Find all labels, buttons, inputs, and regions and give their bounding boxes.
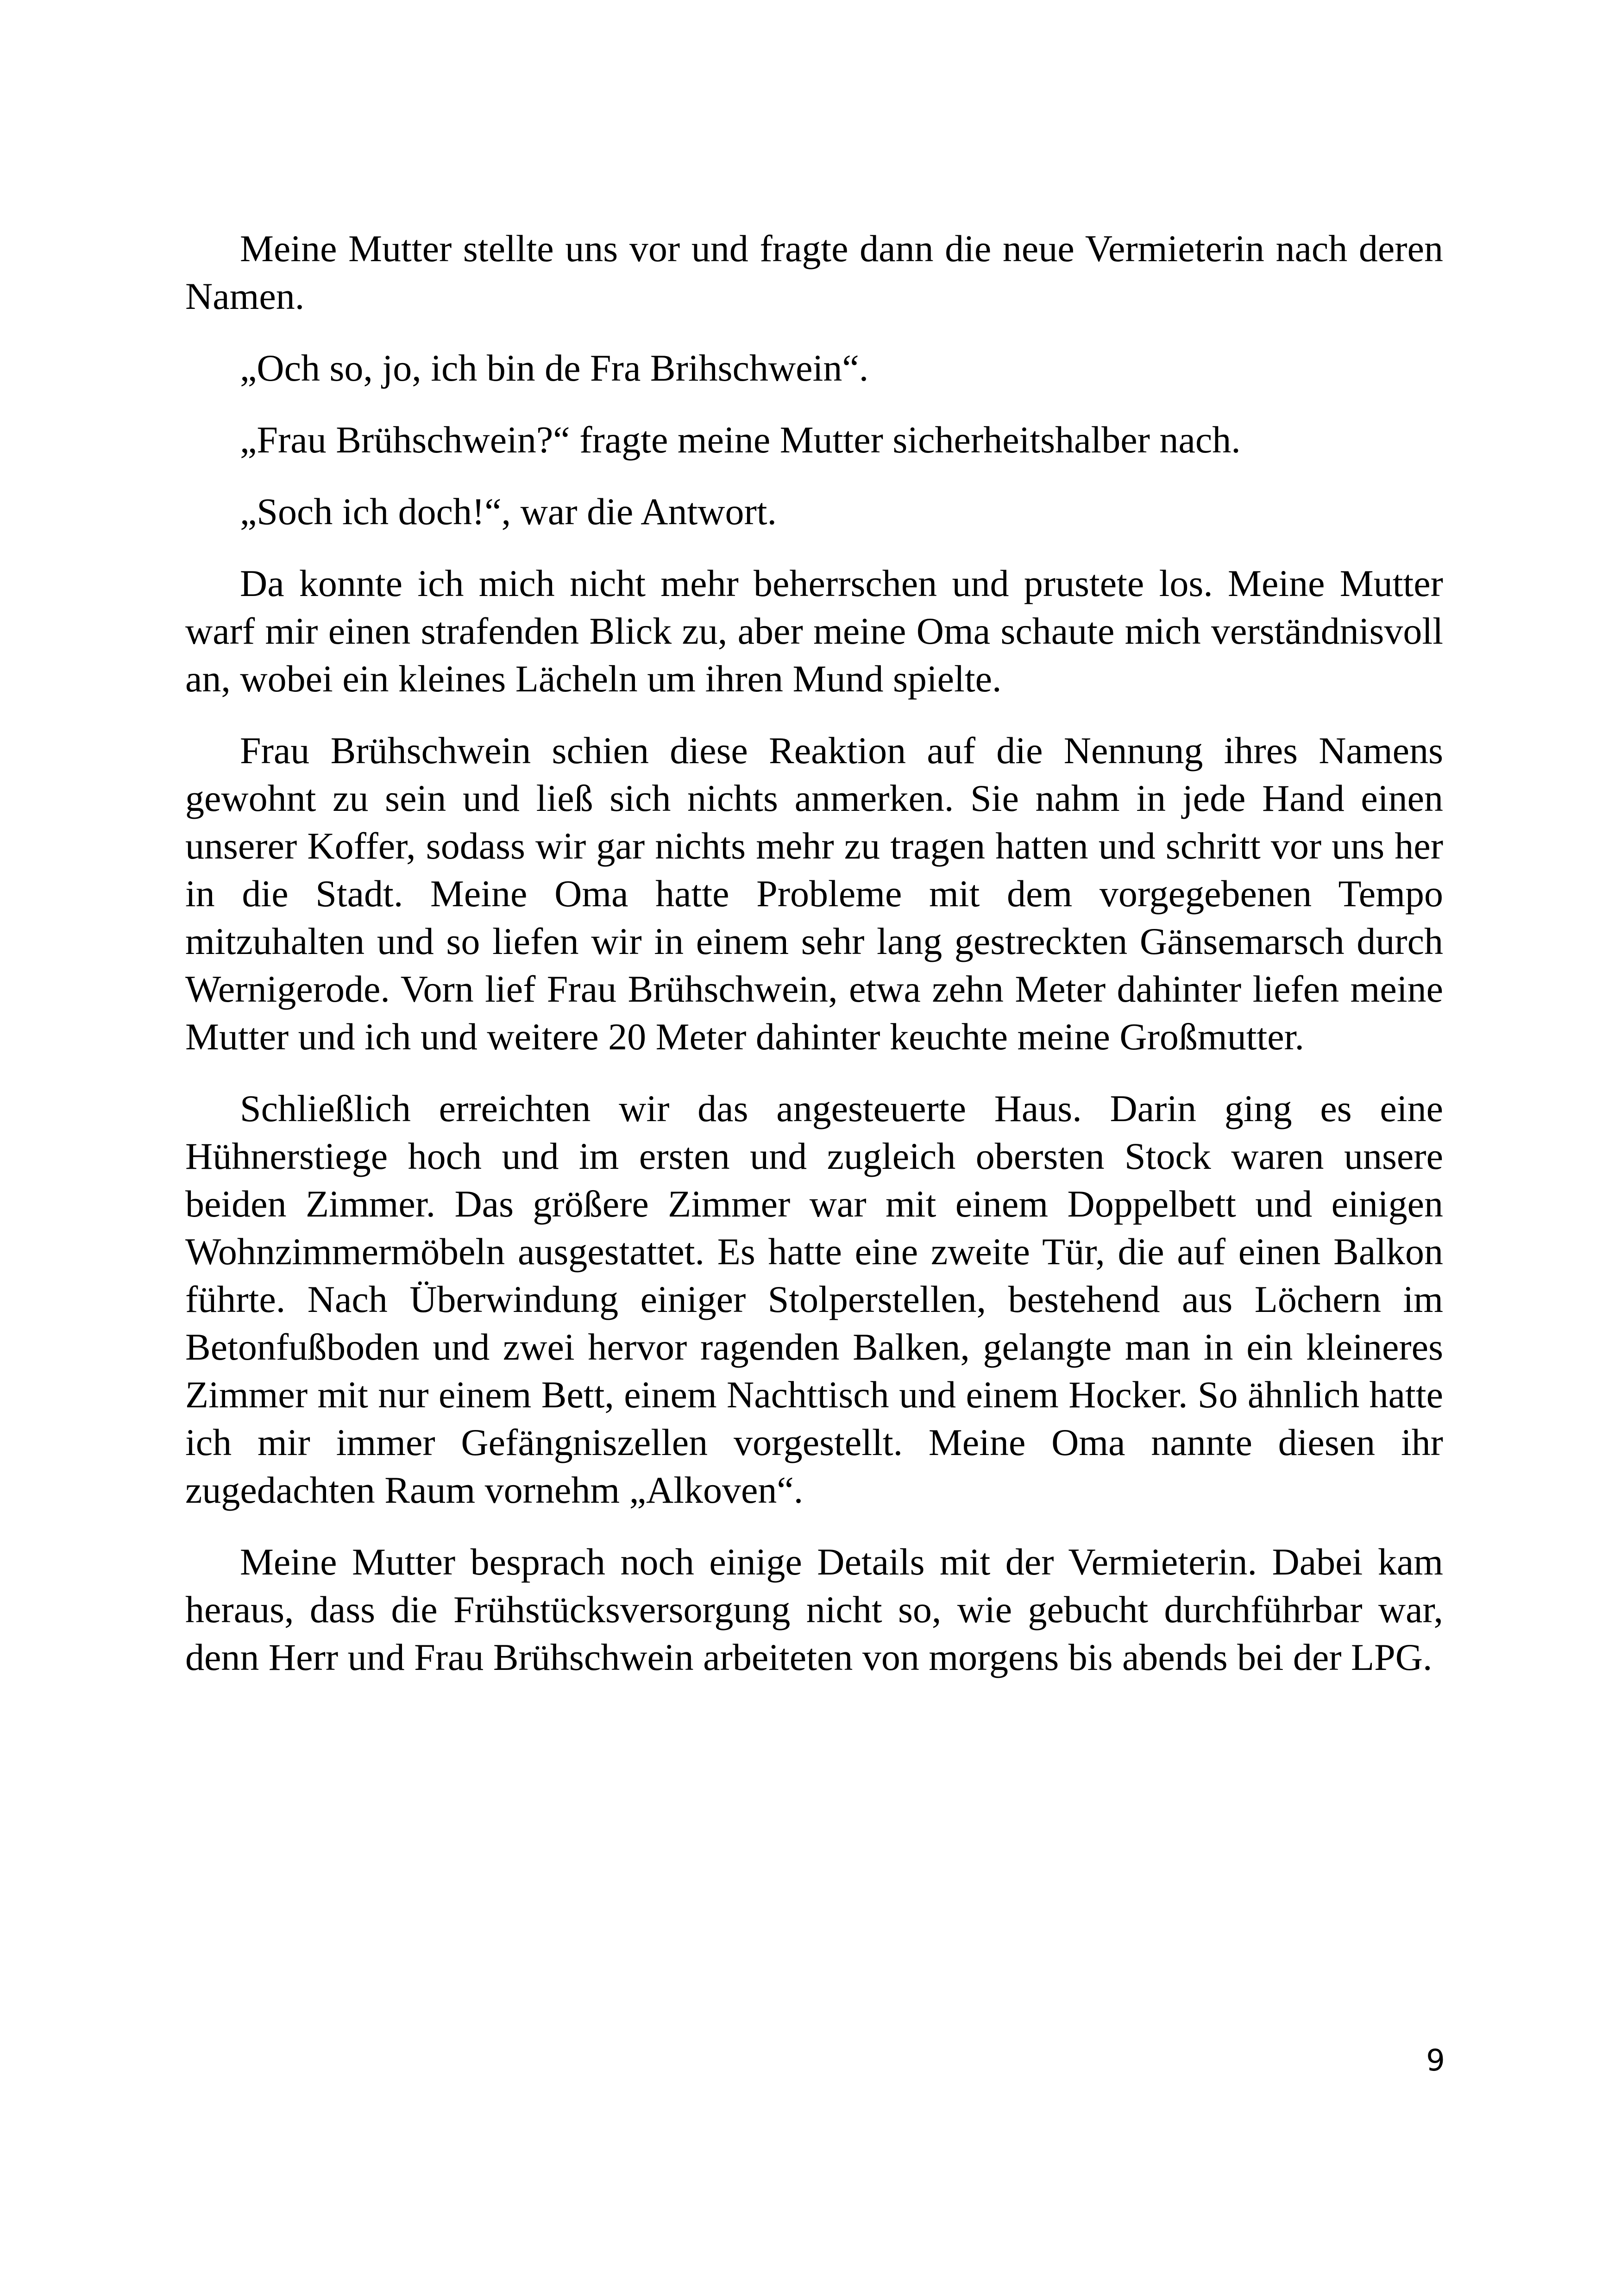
- page-number: 9: [1426, 2044, 1445, 2078]
- dialog-line: „Och so, jo, ich bin de Fra Brihschwein“.: [240, 347, 869, 389]
- paragraph: Meine Mutter stellte uns vor und fragte dann die neue Vermieterin nach deren Namen.: [185, 227, 1443, 317]
- page-body: [185, 225, 1443, 1705]
- paragraph: Meine Mutter besprach noch einige Details mit der Vermieterin. Dabei kam heraus, dass die Frühstücksversorgung nicht so, wie gebucht durchführbar war, denn Herr und Frau Brühschwein arbeiteten von morgens bis abends bei der LPG.: [185, 1541, 1443, 1678]
- paragraph: Da konnte ich mich nicht mehr beherrschen und prustete los. Meine Mutter warf mir einen strafenden Blick zu, aber meine Oma schaute mich verständnisvoll an, wobei ein kleines Lächeln um ihren Mund spielte.: [185, 562, 1443, 700]
- dialog-line: „Frau Brühschwein?“ fragte meine Mutter sicherheitshalber nach.: [240, 419, 1241, 461]
- paragraph: Schließlich erreichten wir das angesteuerte Haus. Darin ging es eine Hühnerstiege hoch und im ersten und zugleich obersten Stock waren unsere beiden Zimmer. Das größere Zimmer war mit einem Doppelbett und einigen Wohnzimmermöbeln ausgestattet. Es hatte eine zweite Tür, die auf einen Balkon führte. Nach Überwindung einiger Stolperstellen, bestehend aus Löchern im Betonfußboden und zwei hervor ragenden Balken, gelangte man in ein kleineres Zimmer mit nur einem Bett, einem Nachttisch und einem Hocker. So ähnlich hatte ich mir immer Gefängniszellen vorgestellt. Meine Oma nannte diesen ihr zugedachten Raum vornehm „Alkoven“.: [185, 1087, 1443, 1511]
- paragraph: Frau Brühschwein schien diese Reaktion auf die Nennung ihres Namens gewohnt zu sein und ließ sich nichts anmerken. Sie nahm in jede Hand einen unserer Koffer, sodass wir gar nichts mehr zu tragen hatten und schritt vor uns her in die Stadt. Meine Oma hatte Probleme mit dem vorgegebenen Tempo mitzuhalten und so liefen wir in einem sehr lang gestreckten Gänsemarsch durch Wernigerode. Vorn lief Frau Brühschwein, etwa zehn Meter dahinter liefen meine Mutter und ich und weitere 20 Meter dahinter keuchte meine Großmutter.: [185, 729, 1443, 1058]
- dialog-line: „Soch ich doch!“, war die Antwort.: [240, 490, 777, 533]
